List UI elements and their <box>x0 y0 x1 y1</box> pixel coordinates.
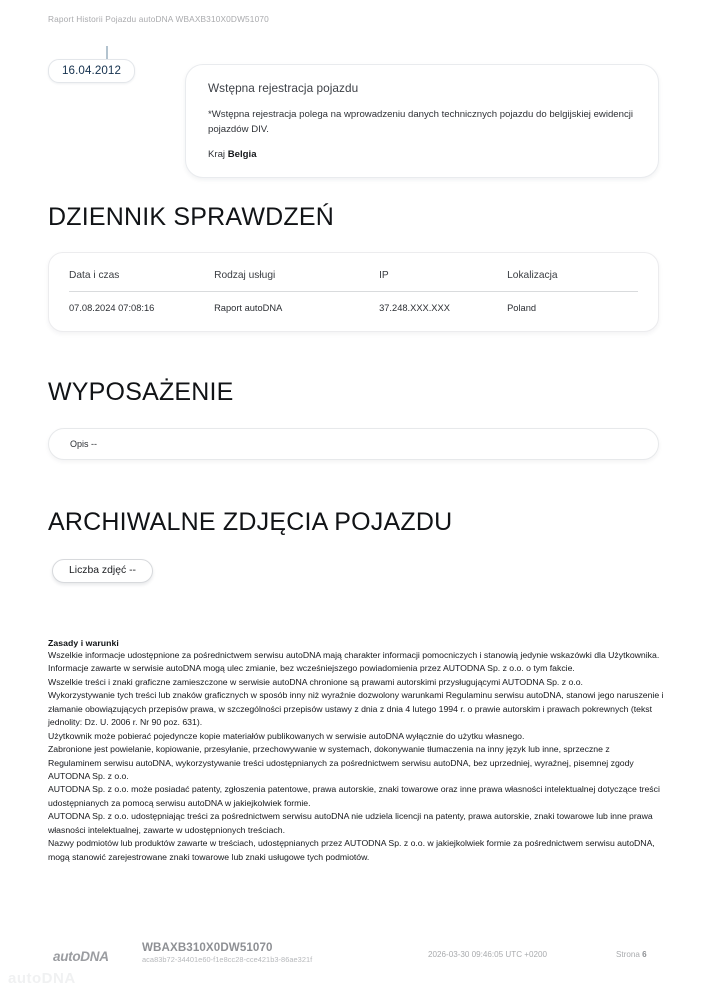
timeline-date-column <box>48 46 178 83</box>
timeline-date-badge: 16.04.2012 <box>48 59 135 83</box>
event-country-label: Kraj <box>208 149 226 161</box>
autodna-logo: autoDNA <box>53 949 109 964</box>
footer-page-indicator <box>616 950 647 959</box>
footer-timestamp: 2026-03-30 09:46:05 UTC +0200 <box>428 950 548 959</box>
cell-location: Poland <box>507 303 537 313</box>
column-header-service: Rodzaj usługi <box>214 267 379 292</box>
terms-paragraph: Zabronione jest powielanie, kopiowanie, przesyłanie, przechowywanie w systemach, dokonywanie tłumaczenia na inny język lub inne, sprzeczne z Regulaminem serwisu autoDNA, wykorzystywanie treści udostępnianych za pośrednictwem serwisu autoDNA, bez uprzedniej, wyraźnej, pisemnej zgody AUTODNA Sp. z o.o. <box>48 744 634 781</box>
column-header-location: Lokalizacja <box>507 267 638 292</box>
terms-paragraph: Użytkownik może pobierać pojedyncze kopie materiałów publikowanych w serwisie autoDNA wyłącznie do użytku własnego. <box>48 730 525 741</box>
section-title-photos: ARCHIWALNE ZDJĘCIA POJAZDU <box>48 508 453 536</box>
footer-page-label: Strona <box>616 950 640 959</box>
equipment-description-pill <box>48 428 659 460</box>
column-header-datetime: Data i czas <box>69 267 214 292</box>
footer-vin: WBAXB310X0DW51070 <box>142 941 273 954</box>
section-title-equipment: WYPOSAŻENIE <box>48 378 234 406</box>
timeline-event-card <box>185 64 659 178</box>
log-table <box>69 267 638 315</box>
cell-ip: 37.248.XXX.XXX <box>379 303 450 313</box>
footer-page-number: 6 <box>642 950 647 959</box>
footer-watermark: autoDNA <box>8 970 76 987</box>
section-title-log: DZIENNIK SPRAWDZEŃ <box>48 203 335 231</box>
column-header-ip: IP <box>379 267 507 292</box>
event-country-row <box>208 149 636 160</box>
cell-datetime: 07.08.2024 07:08:16 <box>69 303 155 313</box>
terms-paragraph: AUTODNA Sp. z o.o. udostępniając treści za pośrednictwem serwisu autoDNA nie udziela licencji na patenty, prawa autorskie, znaki towarowe lub inne prawa własności intelektualnej, zawarte w udostępnionych treściach. <box>48 811 653 835</box>
log-table-card <box>48 252 659 332</box>
footer-report-hash: aca83b72-34401e60-f1e8cc28-cce421b3-86ae321f <box>142 955 313 964</box>
terms-paragraph: Nazwy podmiotów lub produktów zawarte w treściach, udostępnianych przez AUTODNA Sp. z o.o. w jakiejkolwiek formie za pośrednictwem serwisu autoDNA, mogą stanowić zarejestrowane znaki towarowe lub znaki usługowe tych podmiotów. <box>48 838 655 862</box>
terms-paragraph: Wykorzystywanie tych treści lub znaków graficznych w sposób inny niż wyraźnie dozwolony warunkami Regulaminu serwisu autoDNA, stanowi jego naruszenie i złamanie obowiązujących przepisów prawa, w szczególności przepisów ustawy z dnia z dnia 4 lutego 1994 r. o prawie autorskim i prawach pokrewnych (tekst jednolity: Dz. U. 2006 r. Nr 90 poz. 631). <box>48 690 664 728</box>
terms-paragraph: Wszelkie informacje udostępnione za pośrednictwem serwisu autoDNA mają charakter informacji pomocniczych i stanowią jedynie wskazówki dla Użytkownika. <box>48 650 660 660</box>
equipment-description-text: Opis -- <box>70 439 97 449</box>
terms-and-conditions <box>48 638 664 864</box>
event-description: *Wstępna rejestracja polega na wprowadzeniu danych technicznych pojazdu do belgijskiej ewidencji pojazdów DIV. <box>208 109 634 135</box>
timeline-stem-line <box>106 46 108 59</box>
terms-heading: Zasady i warunki <box>48 638 119 648</box>
event-country-value: Belgia <box>227 149 257 161</box>
photo-count-badge: Liczba zdjęć -- <box>52 559 153 583</box>
event-title: Wstępna rejestracja pojazdu <box>208 81 359 95</box>
page-footer <box>0 934 707 976</box>
terms-paragraph: Wszelkie treści i znaki graficzne zamieszczone w serwisie autoDNA chronione są prawami autorskimi przysługującymi AUTODNA Sp. z o.o. <box>48 676 583 687</box>
table-row <box>69 292 638 316</box>
terms-paragraph: Informacje zawarte w serwisie autoDNA mogą ulec zmianie, bez wcześniejszego powiadomienia przez AUTODNA Sp. z o.o. o tym fakcie. <box>48 663 575 674</box>
terms-paragraph: AUTODNA Sp. z o.o. może posiadać patenty, zgłoszenia patentowe, prawa autorskie, znaki towarowe oraz inne prawa własności intelektualnej dotyczące treści udostępnianych za pomocą serwisu autoDNA w jakiejkolwiek formie. <box>48 784 660 808</box>
document-running-head: Raport Historii Pojazdu autoDNA WBAXB310X0DW51070 <box>48 14 269 24</box>
table-header-row <box>69 267 638 292</box>
cell-service: Raport autoDNA <box>214 303 283 313</box>
